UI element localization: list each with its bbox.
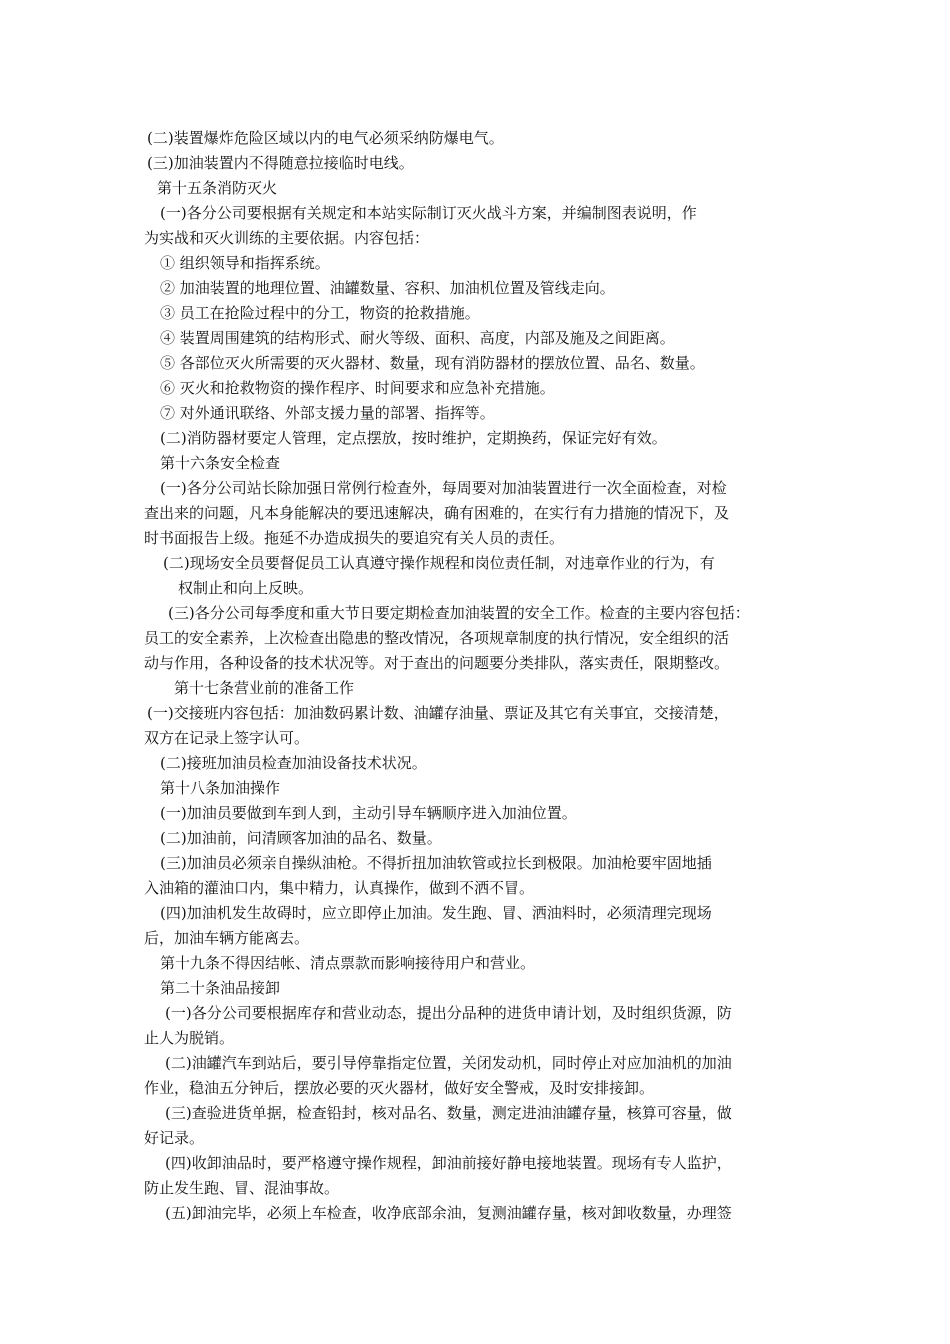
- text-line: 员工的安全素养，上次检查出隐患的整改情况，各项规章制度的执行情况，安全组织的活: [144, 629, 730, 647]
- text-line: 后，加油车辆方能离去。: [144, 929, 310, 947]
- section-heading: 第十六条安全检查: [160, 454, 281, 472]
- list-item: ② 加油装置的地理位置、油罐数量、容积、加油机位置及管线走向。: [160, 279, 615, 297]
- text-line: (二)加油前，问清顾客加油的品名、数量。: [160, 829, 442, 847]
- text-line: 作业，稳油五分钟后，摆放必要的灭火器材，做好安全警戒，及时安排接卸。: [144, 1079, 655, 1097]
- list-item: ⑥ 灭火和抢救物资的操作程序、时间要求和应急补充措施。: [160, 379, 555, 397]
- text-line: (一)各分公司要根据有关规定和本站实际制订灭火战斗方案，并编制图表说明，作: [160, 204, 697, 222]
- text-line: (二)装置爆炸危险区域以内的电气必须采纳防爆电气。: [147, 129, 504, 147]
- text-line: (三)加油员必须亲自操纵油枪。不得折扭加油软管或拉长到极限。加油枪要牢固地插: [160, 854, 712, 872]
- text-line: (四)收卸油品时，要严格遵守操作规程，卸油前接好静电接地装置。现场有专人监护，: [165, 1154, 732, 1172]
- text-line: 入油箱的灌油口内，集中精力，认真操作，做到不洒不冒。: [144, 879, 535, 897]
- text-line: (一)交接班内容包括：加油数码累计数、油罐存油量、票证及其它有关事宜，交接清楚，: [147, 704, 729, 722]
- text-line: 时书面报告上级。拖延不办造成损失的要追究有关人员的责任。: [144, 529, 565, 547]
- list-item: ④ 装置周围建筑的结构形式、耐火等级、面积、高度，内部及施及之间距离。: [160, 329, 675, 347]
- text-line: (一)加油员要做到车到人到，主动引导车辆顺序进入加油位置。: [160, 804, 577, 822]
- text-line: 动与作用，各种设备的技术状况等。对于查出的问题要分类排队，落实责任，限期整改。: [144, 654, 730, 672]
- text-line: (三)查验进货单据，检查铅封，核对品名、数量，测定进油油罐存量，核算可容量，做: [165, 1104, 732, 1122]
- text-line: (四)加油机发生故碍时，应立即停止加油。发生跑、冒、洒油料时，必须清理完现场: [160, 904, 712, 922]
- text-line: (五)卸油完毕，必须上车检查，收净底部余油，复测油罐存量，核对卸收数量，办理签: [165, 1204, 732, 1222]
- section-heading: 第十九条不得因结帐、清点票款而影响接待用户和营业。: [160, 954, 536, 972]
- text-line: 好记录。: [144, 1129, 205, 1147]
- text-line: (一)各分公司站长除加强日常例行检查外，每周要对加油装置进行一次全面检查，对检: [160, 479, 727, 497]
- text-line: (一)各分公司要根据库存和营业动态，提出分品种的进货申请计划，及时组织货源，防: [165, 1004, 732, 1022]
- list-item: ① 组织领导和指挥系统。: [160, 254, 330, 272]
- list-item: ⑤ 各部位灭火所需要的灭火器材、数量，现有消防器材的摆放位置、品名、数量。: [160, 354, 705, 372]
- section-heading: 第十五条消防灭火: [157, 179, 278, 197]
- text-line: (二)油罐汽车到站后，要引导停靠指定位置，关闭发动机，同时停止对应加油机的加油: [165, 1054, 732, 1072]
- section-heading: 第十八条加油操作: [160, 779, 281, 797]
- list-item: ⑦ 对外通讯联络、外部支援力量的部署、指挥等。: [160, 404, 495, 422]
- section-heading: 第十七条营业前的准备工作: [174, 679, 355, 697]
- text-line: 止人为脱销。: [144, 1029, 235, 1047]
- text-line: 为实战和灭火训练的主要依据。内容包括：: [144, 229, 430, 247]
- text-line: 双方在记录上签字认可。: [144, 729, 310, 747]
- section-heading: 第二十条油品接卸: [160, 979, 281, 997]
- text-line: (三)各分公司每季度和重大节日要定期检查加油装置的安全工作。检查的主要内容包括：: [168, 604, 750, 622]
- text-line: 防止发生跑、冒、混油事故。: [144, 1179, 340, 1197]
- text-line: 查出来的问题，凡本身能解决的要迅速解决，确有困难的，在实行有力措施的情况下，及: [144, 504, 730, 522]
- text-line: (二)现场安全员要督促员工认真遵守操作规程和岗位责任制，对违章作业的行为，有: [163, 554, 715, 572]
- text-line: 权制止和向上反映。: [178, 579, 314, 597]
- text-line: (二)消防器材要定人管理，定点摆放，按时维护，定期换药，保证完好有效。: [160, 429, 667, 447]
- list-item: ③ 员工在抢险过程中的分工，物资的抢救措施。: [160, 304, 480, 322]
- text-line: (三)加油装置内不得随意拉接临时电线。: [147, 154, 414, 172]
- text-line: (二)接班加油员检查加油设备技术状况。: [160, 754, 427, 772]
